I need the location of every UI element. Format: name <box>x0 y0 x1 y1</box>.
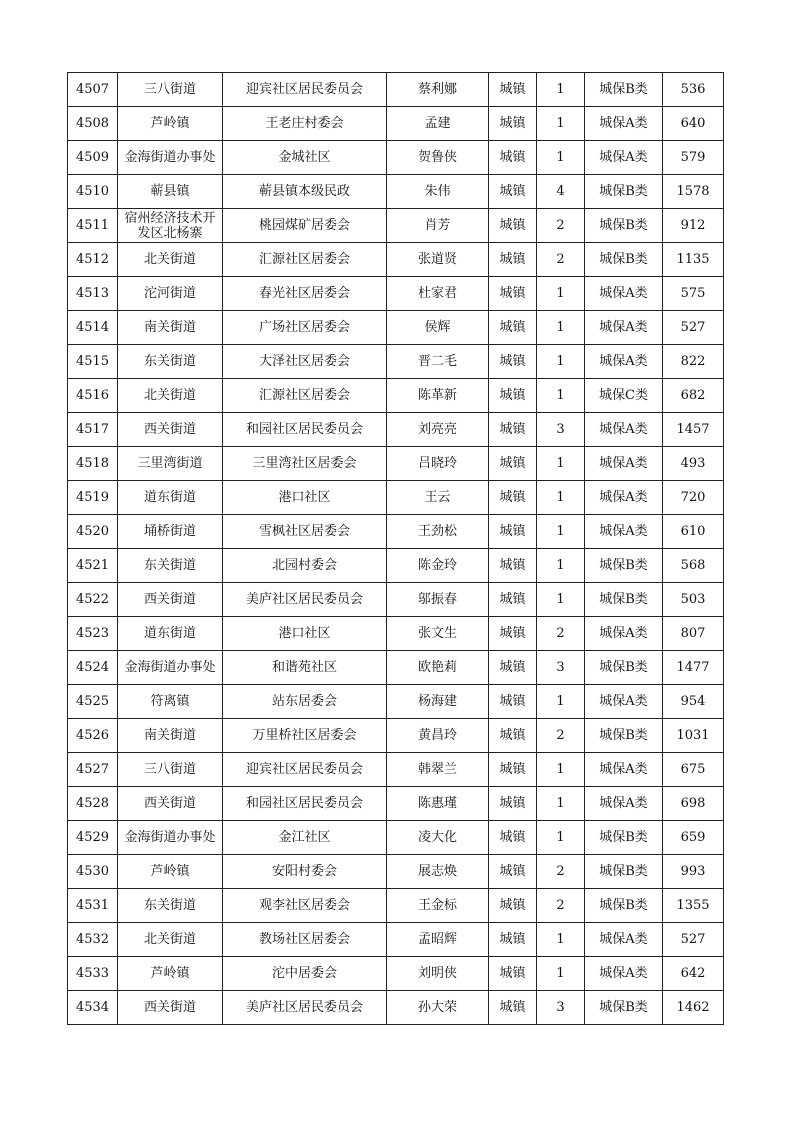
cell-street: 符离镇 <box>118 685 223 719</box>
cell-community: 金城社区 <box>223 141 387 175</box>
cell-amount: 659 <box>663 821 724 855</box>
cell-street: 道东街道 <box>118 481 223 515</box>
table-row <box>68 73 724 107</box>
cell-street: 东关街道 <box>118 549 223 583</box>
cell-amount: 1355 <box>663 889 724 923</box>
cell-name: 展志焕 <box>387 855 489 889</box>
cell-community: 站东居委会 <box>223 685 387 719</box>
cell-id: 4513 <box>68 277 118 311</box>
cell-count: 1 <box>537 821 585 855</box>
cell-name: 刘亮亮 <box>387 413 489 447</box>
cell-amount: 698 <box>663 787 724 821</box>
table-row <box>68 651 724 685</box>
cell-name: 肖芳 <box>387 209 489 243</box>
cell-name: 韩翠兰 <box>387 753 489 787</box>
cell-street: 三里湾街道 <box>118 447 223 481</box>
table-row <box>68 209 724 243</box>
cell-category: 城保B类 <box>585 889 663 923</box>
cell-category: 城保A类 <box>585 923 663 957</box>
cell-id: 4521 <box>68 549 118 583</box>
roster-table <box>67 72 724 1025</box>
cell-amount: 682 <box>663 379 724 413</box>
cell-street: 芦岭镇 <box>118 957 223 991</box>
cell-category: 城保A类 <box>585 413 663 447</box>
cell-community: 金江社区 <box>223 821 387 855</box>
cell-amount: 493 <box>663 447 724 481</box>
cell-street: 沱河街道 <box>118 277 223 311</box>
cell-amount: 1135 <box>663 243 724 277</box>
cell-name: 杜家君 <box>387 277 489 311</box>
cell-category: 城保A类 <box>585 753 663 787</box>
cell-name: 张道贤 <box>387 243 489 277</box>
cell-street: 蕲县镇 <box>118 175 223 209</box>
cell-amount: 527 <box>663 923 724 957</box>
cell-community: 大泽社区居委会 <box>223 345 387 379</box>
cell-category: 城保A类 <box>585 685 663 719</box>
cell-count: 2 <box>537 889 585 923</box>
cell-count: 2 <box>537 209 585 243</box>
cell-area: 城镇 <box>489 583 537 617</box>
cell-community: 汇源社区居委会 <box>223 243 387 277</box>
cell-community: 桃园煤矿居委会 <box>223 209 387 243</box>
cell-street: 东关街道 <box>118 345 223 379</box>
cell-count: 1 <box>537 141 585 175</box>
cell-category: 城保A类 <box>585 617 663 651</box>
cell-area: 城镇 <box>489 311 537 345</box>
cell-name: 欧艳莉 <box>387 651 489 685</box>
table-row <box>68 957 724 991</box>
cell-area: 城镇 <box>489 889 537 923</box>
cell-amount: 1031 <box>663 719 724 753</box>
cell-area: 城镇 <box>489 379 537 413</box>
table-row <box>68 481 724 515</box>
cell-id: 4512 <box>68 243 118 277</box>
cell-street: 东关街道 <box>118 889 223 923</box>
cell-area: 城镇 <box>489 447 537 481</box>
table-row <box>68 175 724 209</box>
cell-count: 1 <box>537 481 585 515</box>
cell-count: 1 <box>537 345 585 379</box>
table-row <box>68 243 724 277</box>
cell-street: 南关街道 <box>118 311 223 345</box>
cell-area: 城镇 <box>489 651 537 685</box>
cell-category: 城保B类 <box>585 583 663 617</box>
table-row <box>68 345 724 379</box>
cell-area: 城镇 <box>489 73 537 107</box>
cell-name: 王金标 <box>387 889 489 923</box>
cell-amount: 1578 <box>663 175 724 209</box>
table-row <box>68 583 724 617</box>
cell-amount: 1477 <box>663 651 724 685</box>
cell-community: 迎宾社区居民委员会 <box>223 753 387 787</box>
cell-id: 4530 <box>68 855 118 889</box>
cell-area: 城镇 <box>489 855 537 889</box>
table-row <box>68 515 724 549</box>
cell-street: 北关街道 <box>118 923 223 957</box>
cell-area: 城镇 <box>489 753 537 787</box>
cell-community: 王老庄村委会 <box>223 107 387 141</box>
cell-count: 1 <box>537 277 585 311</box>
table-row <box>68 311 724 345</box>
cell-street: 北关街道 <box>118 379 223 413</box>
cell-name: 晋二毛 <box>387 345 489 379</box>
cell-area: 城镇 <box>489 923 537 957</box>
cell-street: 金海街道办事处 <box>118 821 223 855</box>
cell-count: 1 <box>537 923 585 957</box>
cell-area: 城镇 <box>489 107 537 141</box>
cell-area: 城镇 <box>489 685 537 719</box>
cell-area: 城镇 <box>489 413 537 447</box>
cell-area: 城镇 <box>489 991 537 1025</box>
cell-count: 1 <box>537 549 585 583</box>
cell-street: 三八街道 <box>118 753 223 787</box>
cell-category: 城保A类 <box>585 787 663 821</box>
cell-community: 和园社区居民委员会 <box>223 413 387 447</box>
cell-category: 城保B类 <box>585 209 663 243</box>
cell-count: 1 <box>537 753 585 787</box>
cell-community: 广场社区居委会 <box>223 311 387 345</box>
cell-id: 4511 <box>68 209 118 243</box>
cell-id: 4518 <box>68 447 118 481</box>
cell-area: 城镇 <box>489 549 537 583</box>
cell-id: 4531 <box>68 889 118 923</box>
cell-count: 1 <box>537 515 585 549</box>
cell-category: 城保B类 <box>585 549 663 583</box>
cell-id: 4516 <box>68 379 118 413</box>
cell-community: 观李社区居委会 <box>223 889 387 923</box>
cell-count: 3 <box>537 651 585 685</box>
cell-street: 三八街道 <box>118 73 223 107</box>
cell-community: 美庐社区居民委员会 <box>223 991 387 1025</box>
cell-name: 蔡利娜 <box>387 73 489 107</box>
cell-count: 3 <box>537 413 585 447</box>
cell-name: 黄昌玲 <box>387 719 489 753</box>
table-row <box>68 549 724 583</box>
cell-category: 城保B类 <box>585 243 663 277</box>
cell-count: 3 <box>537 991 585 1025</box>
cell-street: 芦岭镇 <box>118 107 223 141</box>
cell-category: 城保A类 <box>585 481 663 515</box>
cell-id: 4509 <box>68 141 118 175</box>
table-row <box>68 991 724 1025</box>
cell-area: 城镇 <box>489 719 537 753</box>
cell-category: 城保A类 <box>585 345 663 379</box>
cell-community: 三里湾社区居委会 <box>223 447 387 481</box>
cell-id: 4522 <box>68 583 118 617</box>
cell-id: 4526 <box>68 719 118 753</box>
cell-street: 南关街道 <box>118 719 223 753</box>
cell-amount: 640 <box>663 107 724 141</box>
cell-name: 刘明侠 <box>387 957 489 991</box>
cell-community: 安阳村委会 <box>223 855 387 889</box>
table-row <box>68 787 724 821</box>
cell-count: 2 <box>537 617 585 651</box>
cell-name: 孟昭辉 <box>387 923 489 957</box>
cell-street: 西关街道 <box>118 787 223 821</box>
cell-community: 春光社区居委会 <box>223 277 387 311</box>
cell-category: 城保B类 <box>585 855 663 889</box>
table-row <box>68 107 724 141</box>
cell-count: 1 <box>537 379 585 413</box>
cell-id: 4508 <box>68 107 118 141</box>
cell-name: 侯辉 <box>387 311 489 345</box>
table-row <box>68 889 724 923</box>
cell-area: 城镇 <box>489 277 537 311</box>
cell-category: 城保A类 <box>585 107 663 141</box>
cell-count: 1 <box>537 311 585 345</box>
cell-amount: 912 <box>663 209 724 243</box>
cell-area: 城镇 <box>489 821 537 855</box>
cell-amount: 675 <box>663 753 724 787</box>
cell-name: 陈惠瑾 <box>387 787 489 821</box>
cell-id: 4514 <box>68 311 118 345</box>
cell-category: 城保B类 <box>585 719 663 753</box>
cell-id: 4527 <box>68 753 118 787</box>
cell-area: 城镇 <box>489 141 537 175</box>
cell-id: 4515 <box>68 345 118 379</box>
cell-id: 4534 <box>68 991 118 1025</box>
cell-street: 芦岭镇 <box>118 855 223 889</box>
cell-category: 城保A类 <box>585 311 663 345</box>
cell-id: 4510 <box>68 175 118 209</box>
cell-name: 朱伟 <box>387 175 489 209</box>
cell-id: 4517 <box>68 413 118 447</box>
table-row <box>68 413 724 447</box>
table-row <box>68 277 724 311</box>
cell-category: 城保B类 <box>585 175 663 209</box>
cell-amount: 822 <box>663 345 724 379</box>
cell-amount: 642 <box>663 957 724 991</box>
cell-name: 王劲松 <box>387 515 489 549</box>
cell-count: 1 <box>537 583 585 617</box>
cell-community: 蕲县镇本级民政 <box>223 175 387 209</box>
cell-id: 4519 <box>68 481 118 515</box>
cell-amount: 993 <box>663 855 724 889</box>
cell-name: 孙大荣 <box>387 991 489 1025</box>
cell-category: 城保A类 <box>585 515 663 549</box>
cell-count: 1 <box>537 73 585 107</box>
cell-community: 万里桥社区居委会 <box>223 719 387 753</box>
cell-street: 北关街道 <box>118 243 223 277</box>
cell-count: 2 <box>537 855 585 889</box>
cell-amount: 720 <box>663 481 724 515</box>
cell-community: 雪枫社区居委会 <box>223 515 387 549</box>
cell-street: 金海街道办事处 <box>118 141 223 175</box>
cell-id: 4529 <box>68 821 118 855</box>
cell-id: 4523 <box>68 617 118 651</box>
cell-community: 教场社区居委会 <box>223 923 387 957</box>
cell-count: 1 <box>537 787 585 821</box>
cell-name: 陈金玲 <box>387 549 489 583</box>
cell-id: 4532 <box>68 923 118 957</box>
cell-street: 埇桥街道 <box>118 515 223 549</box>
cell-count: 1 <box>537 957 585 991</box>
cell-amount: 568 <box>663 549 724 583</box>
cell-area: 城镇 <box>489 209 537 243</box>
cell-amount: 1457 <box>663 413 724 447</box>
cell-area: 城镇 <box>489 957 537 991</box>
cell-name: 贺鲁侠 <box>387 141 489 175</box>
cell-category: 城保A类 <box>585 141 663 175</box>
cell-category: 城保A类 <box>585 447 663 481</box>
cell-amount: 527 <box>663 311 724 345</box>
cell-name: 孟建 <box>387 107 489 141</box>
cell-area: 城镇 <box>489 175 537 209</box>
cell-name: 陈革新 <box>387 379 489 413</box>
cell-name: 张文生 <box>387 617 489 651</box>
cell-id: 4507 <box>68 73 118 107</box>
cell-count: 2 <box>537 243 585 277</box>
cell-category: 城保C类 <box>585 379 663 413</box>
cell-id: 4528 <box>68 787 118 821</box>
roster-body <box>68 73 724 1025</box>
cell-name: 邬振春 <box>387 583 489 617</box>
cell-amount: 503 <box>663 583 724 617</box>
cell-area: 城镇 <box>489 345 537 379</box>
cell-area: 城镇 <box>489 617 537 651</box>
table-row <box>68 685 724 719</box>
cell-community: 迎宾社区居民委员会 <box>223 73 387 107</box>
cell-area: 城镇 <box>489 481 537 515</box>
cell-amount: 1462 <box>663 991 724 1025</box>
table-row <box>68 617 724 651</box>
cell-street: 道东街道 <box>118 617 223 651</box>
cell-id: 4533 <box>68 957 118 991</box>
cell-community: 沱中居委会 <box>223 957 387 991</box>
cell-category: 城保B类 <box>585 991 663 1025</box>
cell-amount: 575 <box>663 277 724 311</box>
cell-street: 西关街道 <box>118 413 223 447</box>
table-row <box>68 855 724 889</box>
cell-category: 城保B类 <box>585 73 663 107</box>
cell-amount: 536 <box>663 73 724 107</box>
cell-community: 港口社区 <box>223 617 387 651</box>
cell-name: 凌大化 <box>387 821 489 855</box>
cell-amount: 807 <box>663 617 724 651</box>
cell-area: 城镇 <box>489 515 537 549</box>
cell-street: 宿州经济技术开发区北杨寨 <box>118 209 223 243</box>
cell-street: 金海街道办事处 <box>118 651 223 685</box>
cell-amount: 579 <box>663 141 724 175</box>
cell-category: 城保A类 <box>585 957 663 991</box>
cell-amount: 610 <box>663 515 724 549</box>
cell-street: 西关街道 <box>118 991 223 1025</box>
table-row <box>68 719 724 753</box>
table-row <box>68 379 724 413</box>
cell-community: 和谐苑社区 <box>223 651 387 685</box>
cell-amount: 954 <box>663 685 724 719</box>
cell-name: 杨海建 <box>387 685 489 719</box>
cell-area: 城镇 <box>489 243 537 277</box>
cell-id: 4520 <box>68 515 118 549</box>
cell-area: 城镇 <box>489 787 537 821</box>
cell-community: 北园村委会 <box>223 549 387 583</box>
cell-name: 吕晓玲 <box>387 447 489 481</box>
cell-count: 1 <box>537 107 585 141</box>
table-row <box>68 447 724 481</box>
cell-id: 4525 <box>68 685 118 719</box>
table-row <box>68 753 724 787</box>
cell-count: 1 <box>537 685 585 719</box>
cell-community: 港口社区 <box>223 481 387 515</box>
table-row <box>68 141 724 175</box>
cell-category: 城保B类 <box>585 821 663 855</box>
cell-community: 汇源社区居委会 <box>223 379 387 413</box>
cell-count: 1 <box>537 447 585 481</box>
cell-name: 王云 <box>387 481 489 515</box>
cell-community: 美庐社区居民委员会 <box>223 583 387 617</box>
table-row <box>68 923 724 957</box>
cell-category: 城保B类 <box>585 651 663 685</box>
table-row <box>68 821 724 855</box>
cell-count: 2 <box>537 719 585 753</box>
cell-street: 西关街道 <box>118 583 223 617</box>
cell-community: 和园社区居民委员会 <box>223 787 387 821</box>
cell-category: 城保A类 <box>585 277 663 311</box>
cell-count: 4 <box>537 175 585 209</box>
cell-id: 4524 <box>68 651 118 685</box>
